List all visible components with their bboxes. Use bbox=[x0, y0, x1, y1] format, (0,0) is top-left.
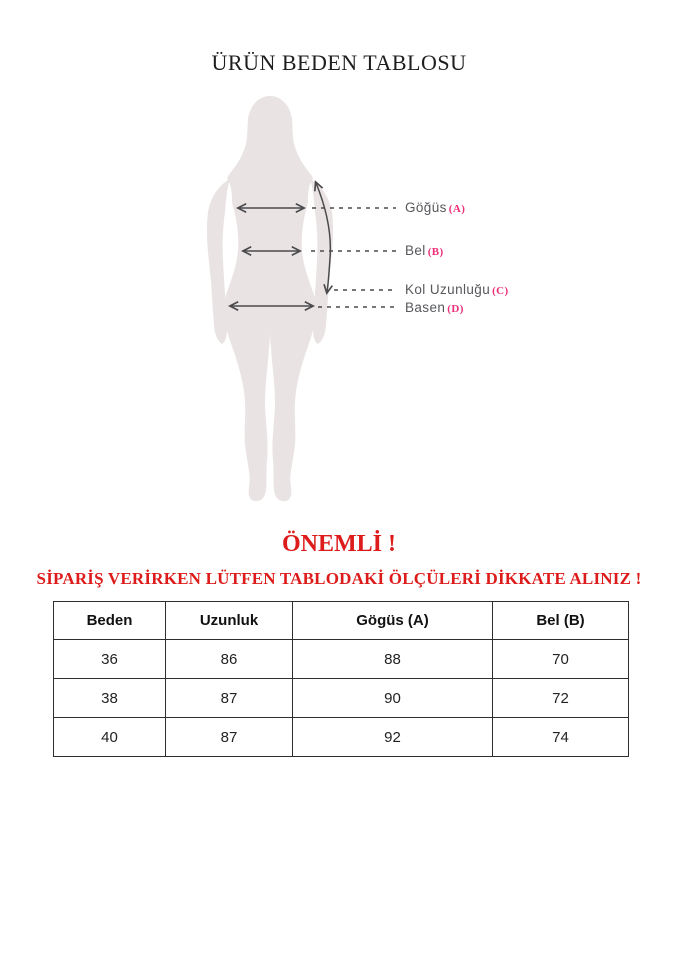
cell-size: 36 bbox=[54, 640, 166, 679]
cell-length: 86 bbox=[166, 640, 293, 679]
female-body-silhouette bbox=[224, 96, 316, 501]
cell-chest: 90 bbox=[293, 679, 493, 718]
cell-waist: 72 bbox=[493, 679, 629, 718]
table-header-row bbox=[54, 602, 629, 640]
size-table bbox=[53, 601, 629, 757]
label-chest-text: Göğüs bbox=[405, 200, 447, 215]
label-waist-text: Bel bbox=[405, 243, 426, 258]
measurement-diagram bbox=[0, 85, 678, 515]
label-hip-marker: (D) bbox=[447, 303, 464, 315]
cell-waist: 74 bbox=[493, 718, 629, 757]
cell-chest: 92 bbox=[293, 718, 493, 757]
header-bel: Bel (B) bbox=[493, 602, 629, 640]
table-row bbox=[54, 679, 629, 718]
cell-size: 40 bbox=[54, 718, 166, 757]
cell-length: 87 bbox=[166, 679, 293, 718]
header-beden: Beden bbox=[54, 602, 166, 640]
label-chest-marker: (A) bbox=[448, 203, 466, 215]
label-waist-marker: (B) bbox=[427, 246, 444, 258]
left-arm-silhouette bbox=[207, 180, 229, 344]
page-title: ÜRÜN BEDEN TABLOSU bbox=[211, 50, 467, 75]
label-arm-length-marker: (C) bbox=[492, 285, 509, 297]
header-gogus: Gögüs (A) bbox=[293, 602, 493, 640]
label-waist bbox=[405, 243, 444, 259]
label-arm-length bbox=[405, 282, 509, 298]
label-chest bbox=[405, 200, 465, 216]
table-row bbox=[54, 718, 629, 757]
label-hip bbox=[405, 300, 464, 316]
notice-heading: ÖNEMLİ ! bbox=[282, 531, 396, 557]
label-arm-length-text: Kol Uzunluğu bbox=[405, 282, 491, 297]
cell-size: 38 bbox=[54, 679, 166, 718]
table-row bbox=[54, 640, 629, 679]
header-uzunluk: Uzunluk bbox=[166, 602, 293, 640]
cell-length: 87 bbox=[166, 718, 293, 757]
warning-text: SİPARİŞ VERİRKEN LÜTFEN TABLODAKİ ÖLÇÜLERİ DİKKATE ALINIZ ! bbox=[36, 569, 642, 588]
cell-chest: 88 bbox=[293, 640, 493, 679]
label-hip-text: Basen bbox=[405, 300, 446, 315]
cell-waist: 70 bbox=[493, 640, 629, 679]
